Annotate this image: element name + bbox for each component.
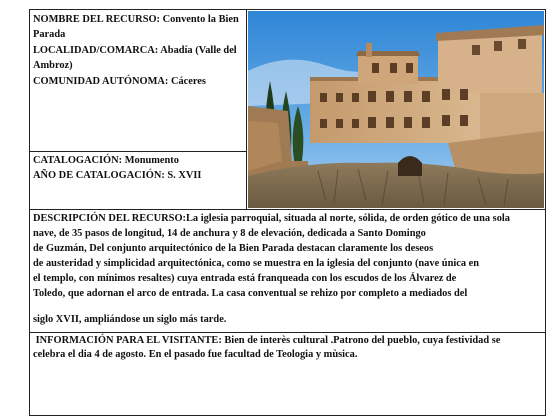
convent-photo xyxy=(248,11,544,208)
localidad-line2: Ambroz) xyxy=(33,60,73,71)
description-line: nave, de 35 pasos de longitud, 14 de anchura y 8 de elevación, dedicada a Santo Domingo xyxy=(33,228,426,239)
description-line: Toledo, que adornan el arco de entrada. La casa conventual se rehizo por completo a mediados del xyxy=(33,288,468,299)
anio-catalogacion: AÑO DE CATALOGACIÓN: S. XVII xyxy=(33,170,202,181)
description-line: el templo, con mínimos resaltes) cuya entrada está franqueada con los escudos de los Álvarez de xyxy=(33,273,457,284)
description-line: de Guzmán, Del conjunto arquitectónico de la Bien Parada destacan claramente los deseos xyxy=(33,243,434,254)
localidad-line1: LOCALIDAD/COMARCA: Abadía (Valle del xyxy=(33,45,237,56)
visitor-line1: INFORMACIÓN PARA EL VISITANTE: Bien de interès cultural .Patrono del pueblo, cuya festividad se xyxy=(33,335,501,346)
nombre-line1: NOMBRE DEL RECURSO: Convento la Bien xyxy=(33,14,239,25)
description-line: siglo XVII, ampliándose un siglo más tarde. xyxy=(33,314,227,325)
comunidad-autonoma: COMUNIDAD AUTÓNOMA: Cáceres xyxy=(33,76,206,87)
description-line: de austeridad y simplicidad arquitectónica, como se muestra en la iglesia del conjunto (nave única en xyxy=(33,258,480,269)
description-line: DESCRIPCIÓN DEL RECURSO:La iglesia parroquial, situada al norte, sólida, de orden gótico de una sola xyxy=(33,213,510,224)
visitor-line2: celebra el dia 4 de agosto. En el pasado fue facultad de Teologia y mùsica. xyxy=(33,349,358,360)
catalogacion: CATALOGACIÓN: Monumento xyxy=(33,155,179,166)
nombre-line2: Parada xyxy=(33,29,66,40)
